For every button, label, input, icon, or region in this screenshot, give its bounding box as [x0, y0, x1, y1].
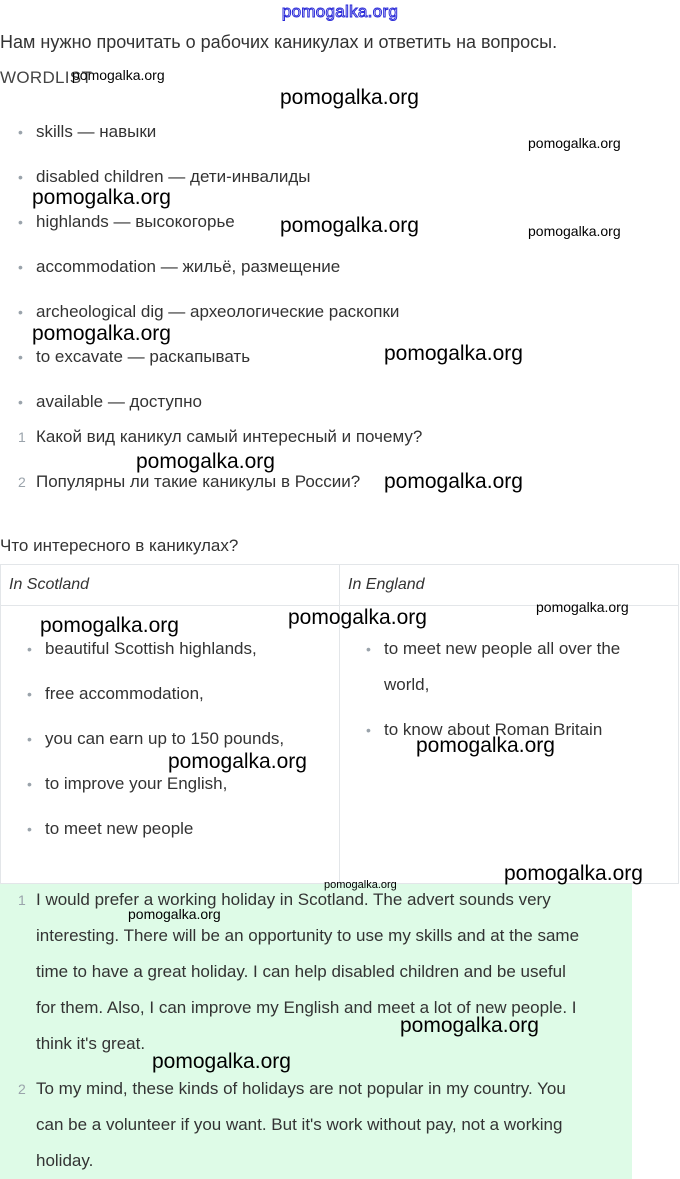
wordlist-item: • skills — навыки	[18, 122, 157, 141]
scotland-item: • to meet new people	[27, 819, 194, 838]
answer-line: interesting. There will be an opportunity to use my skills and at the same	[36, 926, 580, 945]
site-link[interactable]: pomogalka.org	[281, 2, 399, 21]
watermark: pomogalka.org	[136, 450, 275, 473]
england-item-cont: world,	[384, 675, 430, 694]
wordlist-item: • archeological dig — археологические раскопки	[18, 302, 400, 321]
watermark: pomogalka.org	[416, 734, 555, 757]
bullet-icon: •	[18, 304, 23, 320]
watermark: pomogalka.org	[400, 1014, 539, 1037]
watermark: pomogalka.org	[324, 879, 397, 891]
wordlist-item: • accommodation — жильё, размещение	[18, 257, 341, 276]
scotland-item: • free accommodation,	[27, 684, 204, 703]
question-item: 1 Какой вид каникул самый интересный и почему?	[18, 427, 423, 446]
wordlist-item: • disabled children — дети-инвалиды	[18, 167, 311, 186]
watermark: pomogalka.org	[536, 599, 629, 615]
scotland-item: • beautiful Scottish highlands,	[27, 639, 257, 658]
bullet-icon: •	[18, 124, 23, 140]
watermark: pomogalka.org	[168, 750, 307, 773]
comparison-heading: Что интересного в каникулах?	[0, 536, 239, 555]
wordlist-heading: WORDLIST	[0, 68, 93, 87]
scotland-item: • you can earn up to 150 pounds,	[27, 729, 285, 748]
table-header-england: In England	[348, 576, 425, 593]
bullet-icon: •	[18, 259, 23, 275]
wordlist-item: • to excavate — раскапывать	[18, 347, 251, 366]
question-item: 2 Популярны ли такие каникулы в России?	[18, 472, 361, 491]
bullet-icon: •	[27, 686, 32, 702]
watermark: pomogalka.org	[40, 614, 179, 637]
england-item: • to meet new people all over the	[366, 639, 621, 658]
watermark: pomogalka.org	[528, 223, 621, 239]
bullet-icon: •	[18, 169, 23, 185]
answer-line: 1 I would prefer a working holiday in Scotland. The advert sounds very	[18, 890, 551, 909]
england-item: • to know about Roman Britain	[366, 720, 603, 739]
watermark: pomogalka.org	[280, 214, 419, 237]
intro-text: Нам нужно прочитать о рабочих каникулах и ответить на вопросы.	[0, 32, 558, 52]
table-header-scotland: In Scotland	[9, 576, 90, 593]
bullet-icon: •	[27, 776, 32, 792]
bullet-icon: •	[366, 641, 371, 657]
watermark: pomogalka.org	[72, 67, 165, 83]
bullet-icon: •	[18, 394, 23, 410]
watermark: pomogalka.org	[384, 470, 523, 493]
answer-line: 2 To my mind, these kinds of holidays are not popular in my country. You	[18, 1079, 566, 1098]
answer-line: holiday.	[36, 1151, 94, 1170]
bullet-icon: •	[18, 349, 23, 365]
bullet-icon: •	[27, 731, 32, 747]
wordlist-item: • available — доступно	[18, 392, 202, 411]
scotland-item: • to improve your English,	[27, 774, 228, 793]
watermark: pomogalka.org	[152, 1050, 291, 1073]
answer-line: think it's great.	[36, 1034, 146, 1053]
answer-line: for them. Also, I can improve my English and meet a lot of new people. I	[36, 998, 577, 1017]
bullet-icon: •	[27, 641, 32, 657]
watermark: pomogalka.org	[288, 606, 427, 629]
bullet-icon: •	[18, 214, 23, 230]
watermark: pomogalka.org	[528, 135, 621, 151]
watermark: pomogalka.org	[280, 86, 419, 109]
watermark: pomogalka.org	[128, 906, 221, 922]
wordlist-item: • highlands — высокогорье	[18, 212, 235, 231]
watermark: pomogalka.org	[32, 322, 171, 345]
answer-line: time to have a great holiday. I can help disabled children and be useful	[36, 962, 566, 981]
watermark: pomogalka.org	[504, 862, 643, 885]
answer-line: can be a volunteer if you want. But it's work without pay, not a working	[36, 1115, 563, 1134]
bullet-icon: •	[27, 821, 32, 837]
bullet-icon: •	[366, 722, 371, 738]
watermark: pomogalka.org	[32, 186, 171, 209]
watermark: pomogalka.org	[384, 342, 523, 365]
